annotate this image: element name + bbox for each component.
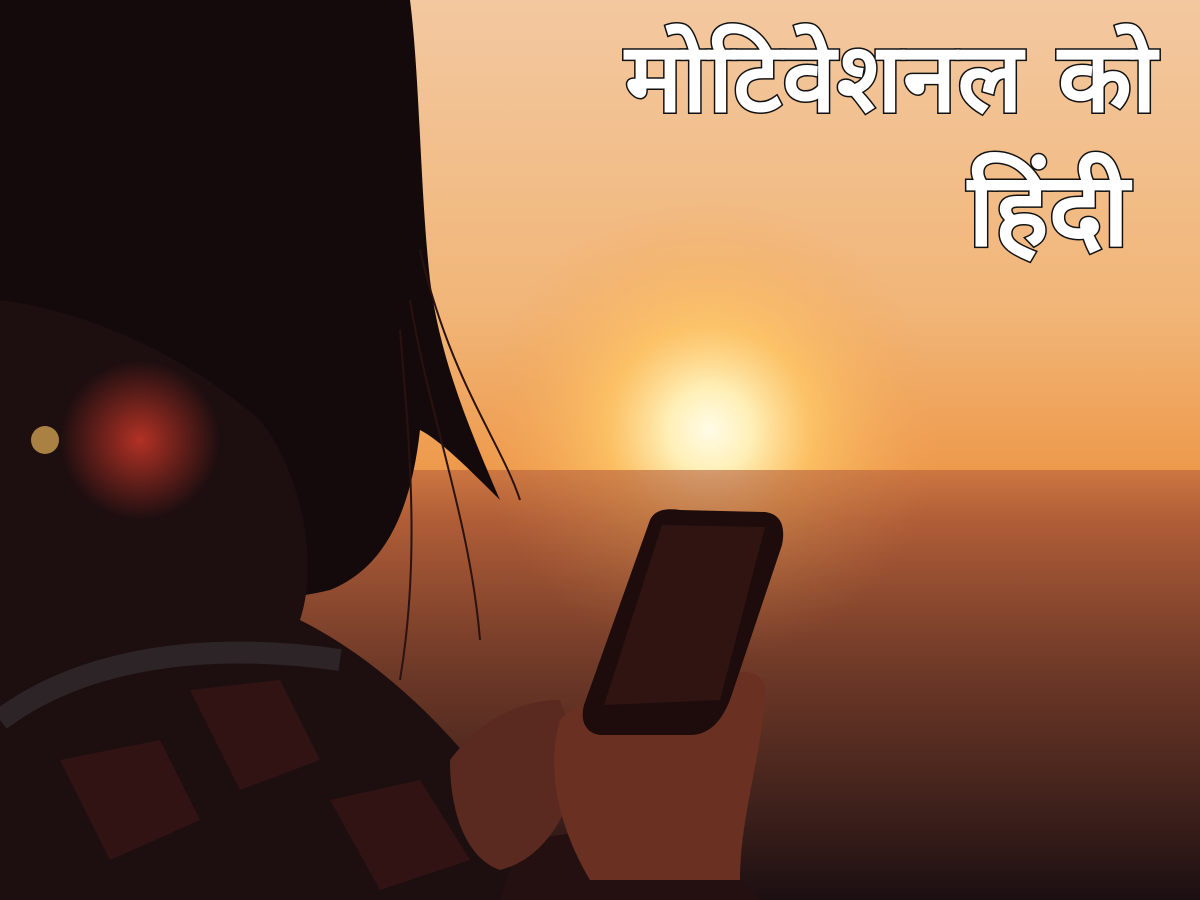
overlay-title-line2: हिंदी <box>968 151 1130 270</box>
overlay-title-line1: मोटिवेशनल को <box>625 22 1158 134</box>
